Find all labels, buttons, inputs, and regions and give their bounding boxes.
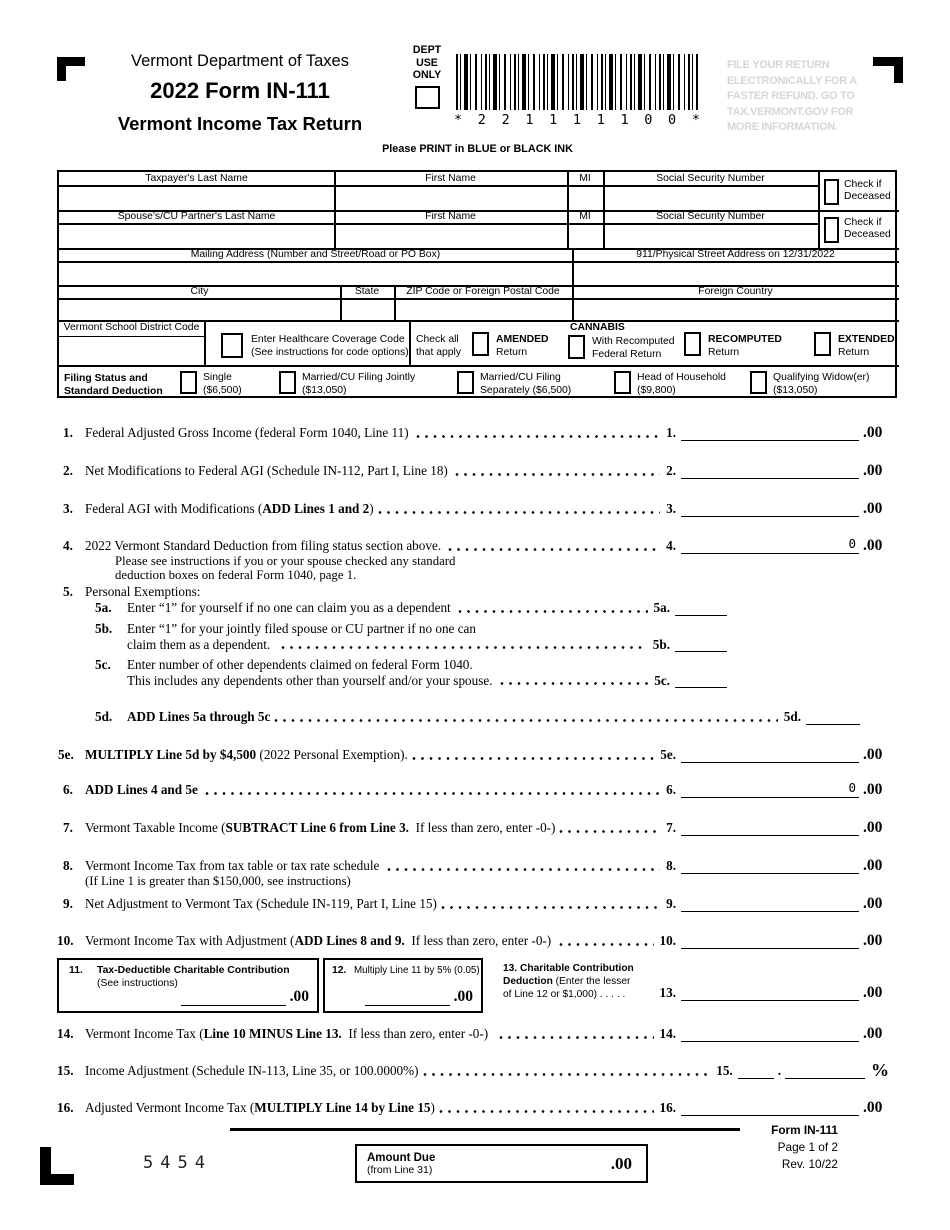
barcode-digit: 1: [596, 112, 605, 128]
line-cents-suffix: .00: [863, 1099, 883, 1116]
school-district-label: Vermont School District Code: [59, 322, 204, 337]
barcode-digits: [454, 112, 700, 128]
dotted-leader: [378, 510, 660, 515]
dotted-leader: [499, 1035, 654, 1040]
line-number: 16.: [57, 1100, 74, 1115]
line-text: SUBTRACT Line 6 from Line 3.: [225, 820, 409, 835]
form-line-5b: [95, 621, 897, 652]
footer-revision: Rev. 10/22: [781, 1157, 838, 1171]
dotted-leader: [412, 756, 654, 761]
filing-status-option-qualifying-widow: [773, 372, 893, 397]
zip-label: ZIP Code or Foreign Postal Code: [406, 286, 560, 297]
filing-status-label-line1: Filing Status and: [64, 373, 148, 384]
line-cents-suffix: .00: [863, 746, 883, 763]
line-4-note: Please see instructions if you or your spouse checked any standard: [115, 553, 456, 568]
healthcare-label-line1: Enter Healthcare Coverage Code: [251, 334, 405, 345]
form-line-row: [95, 621, 897, 637]
healthcare-label-line2: (See instructions for code options): [251, 346, 409, 358]
line-right-label: 5d.: [783, 709, 801, 724]
line-4-amount-field[interactable]: [681, 536, 859, 554]
form-line-8: [63, 858, 897, 888]
line-15-percent-whole-field[interactable]: [738, 1064, 774, 1079]
line-13-title2: Deduction: [503, 976, 553, 987]
line-cents-suffix: .00: [863, 500, 883, 517]
line-2-amount-field[interactable]: [681, 464, 859, 479]
spouse-last-name-input[interactable]: [59, 224, 334, 248]
form-line-2: [63, 463, 897, 479]
line-number: 5d.: [95, 709, 113, 724]
line-text: Enter number of other dependents claimed on federal Form 1040.: [127, 657, 473, 672]
line-right-label: 5b.: [652, 636, 670, 652]
spouse-first-name-input[interactable]: [335, 224, 567, 248]
line-10-amount-field[interactable]: [681, 934, 859, 949]
city-label: City: [190, 286, 209, 297]
dotted-leader: [441, 905, 660, 910]
print-instruction: Please PRINT in BLUE or BLACK INK: [382, 143, 573, 155]
line-number: 5c.: [95, 657, 111, 672]
dotted-leader: [416, 434, 660, 439]
form-line-6: [63, 782, 897, 798]
line-5a-count-field[interactable]: [675, 601, 727, 616]
form-line-14: [57, 1026, 897, 1042]
efile-note: [727, 58, 857, 136]
line-right-label: 6.: [666, 782, 676, 797]
form-line-5d: [95, 709, 897, 725]
taxpayer-deceased-label: Check if Deceased: [844, 179, 891, 202]
line-right-label: 4.: [666, 538, 676, 553]
percent-decimal-point: .: [777, 1063, 781, 1078]
extended-checkbox[interactable]: [814, 332, 831, 356]
barcode-digit: 0: [668, 112, 677, 128]
recomputed-label: [708, 334, 793, 359]
line-right-label: 5c.: [654, 672, 670, 688]
form-line-4: [63, 538, 897, 583]
line-13-suffix: .00: [863, 984, 883, 1001]
recomputed-label-sub: Return: [708, 346, 740, 358]
line-text: Net Modifications to Federal AGI (Schedule IN-112, Part I, Line 18): [85, 463, 452, 478]
line-cents-suffix: .00: [863, 857, 883, 874]
form-title: 2022 Form IN-111: [150, 78, 330, 103]
line-right-label: 8.: [666, 858, 676, 873]
option-deduction: Separately ($6,500): [480, 384, 572, 396]
dotted-leader: [448, 547, 660, 552]
line-text: ADD Lines 5a through 5c: [127, 709, 271, 724]
option-label: Single: [203, 372, 232, 383]
dotted-leader: [387, 867, 660, 872]
zip-input[interactable]: [395, 299, 572, 320]
dotted-leader: [559, 829, 660, 834]
line-right-label: 1.: [666, 425, 676, 440]
corner-mark-top-left: [57, 57, 85, 81]
line-12-text: Multiply Line 11 by 5% (0.05): [354, 965, 480, 976]
form-line-13-amount: [57, 985, 897, 1001]
form-line-7: [63, 820, 897, 836]
dotted-leader: [439, 1109, 654, 1114]
form-line-16: [57, 1100, 897, 1116]
line-6-amount-field[interactable]: [681, 780, 859, 798]
taxpayer-info-table: [57, 170, 897, 398]
line-text: MULTIPLY Line 5d by $4,500: [85, 747, 257, 762]
line-13-number: 13.: [503, 963, 518, 974]
dept-use-only-checkbox[interactable]: [415, 86, 440, 109]
cannabis-label-sub: With Recomputed Federal Return: [592, 336, 675, 360]
spouse-mi-input[interactable]: [568, 224, 603, 248]
taxpayer-last-name-label: Taxpayer's Last Name: [145, 173, 248, 184]
line-text: claim them as a dependent.: [127, 636, 277, 652]
line-cents-suffix: .00: [863, 537, 883, 554]
amount-due-sub: (from Line 31): [367, 1163, 433, 1176]
line-11-suffix: .00: [289, 988, 309, 1005]
line-text: ADD Lines 8 and 9.: [294, 933, 405, 948]
cannabis-checkbox[interactable]: [568, 335, 585, 359]
line-number: 1.: [63, 425, 73, 440]
form-line-row: [63, 858, 897, 874]
dotted-leader: [274, 718, 777, 723]
line-right-label: 9.: [666, 896, 676, 911]
spouse-first-name-label: First Name: [425, 211, 476, 222]
line-number: 7.: [63, 820, 73, 835]
form-line-row: [57, 1060, 897, 1080]
corner-mark-top-right: [873, 57, 903, 83]
line-number: 5a.: [95, 600, 112, 615]
footer-form-info: [700, 1122, 838, 1173]
line-text: Vermont Income Tax (: [85, 1026, 204, 1041]
line-number: 5e.: [58, 747, 74, 762]
amended-label-sub: Return: [496, 346, 528, 358]
line-right-label: 7.: [666, 820, 676, 835]
line-cents-suffix: .00: [863, 781, 883, 798]
form-line-10: [57, 933, 897, 949]
line-text: Enter “1” for yourself if no one can claim you as a dependent: [127, 600, 454, 615]
line-cents-suffix: .00: [863, 932, 883, 949]
extended-label-title: EXTENDED: [838, 334, 895, 345]
form-line-row: [63, 425, 897, 441]
footer-rule: [230, 1128, 740, 1131]
line-4-note: deduction boxes on federal Form 1040, page 1.: [115, 568, 357, 582]
form-line-row: [95, 709, 897, 725]
filing-status-checkbox-single[interactable]: [180, 371, 197, 394]
line-text: If less than zero, enter -0-): [404, 933, 555, 948]
form-line-row: [63, 782, 897, 798]
line-cents-suffix: .00: [863, 819, 883, 836]
line-cents-suffix: .00: [863, 424, 883, 441]
dotted-leader: [500, 681, 648, 686]
percent-suffix: %: [871, 1060, 889, 1080]
line-text: Vermont Income Tax from tax table or tax rate schedule: [85, 858, 383, 873]
line-5b-count-field[interactable]: [675, 637, 727, 652]
taxpayer-ssn-label: Social Security Number: [656, 173, 765, 184]
line-14-amount-field[interactable]: [681, 1027, 859, 1042]
agency-name: Vermont Department of Taxes: [131, 52, 349, 70]
line-number: 4.: [63, 538, 73, 553]
barcode-digit: 2: [501, 112, 510, 128]
form-line-row: [57, 933, 897, 949]
cannabis-title: CANNABIS: [570, 322, 625, 333]
taxpayer-mi-label: MI: [579, 173, 591, 184]
option-label: Married/CU Filing Jointly: [302, 372, 416, 383]
line-text: Enter “1” for your jointly filed spouse or CU partner if no one can: [127, 621, 476, 636]
filing-status-checkbox-qualifying-widow[interactable]: [750, 371, 767, 394]
line-text: (2022 Personal Exemption).: [256, 747, 408, 762]
line-text: Personal Exemptions:: [85, 584, 201, 599]
form-line-row: [95, 657, 897, 673]
line-3-amount-field[interactable]: [681, 502, 859, 517]
form-line-row: [63, 538, 897, 554]
line-text: If less than zero, enter -0-): [341, 1026, 495, 1041]
line-1-amount-field[interactable]: [681, 426, 859, 441]
line-right-label: 14.: [659, 1026, 676, 1041]
line-12-suffix: .00: [453, 988, 473, 1005]
footer-page: Page 1 of 2: [777, 1140, 838, 1154]
amount-due-suffix: .00: [610, 1153, 632, 1173]
foreign-country-input[interactable]: [573, 299, 899, 320]
recomputed-label-title: RECOMPUTED: [708, 334, 782, 345]
filing-status-option-married-jointly: [302, 372, 437, 397]
line-cents-suffix: .00: [863, 895, 883, 912]
form-line-row: [63, 820, 897, 836]
line-cents-suffix: .00: [863, 462, 883, 479]
line-text: This includes any dependents other than yourself and/or your spouse.: [127, 672, 496, 688]
option-deduction: ($13,050): [773, 384, 818, 396]
efile-note-line: FASTER REFUND. GO TO: [727, 90, 855, 102]
taxpayer-last-name-input[interactable]: [59, 186, 334, 210]
efile-note-line: MORE INFORMATION.: [727, 121, 838, 133]
line-number: 5b.: [95, 621, 113, 636]
line-11-title: Tax-Deductible Charitable Contribution: [97, 965, 290, 976]
form-line-row: [95, 673, 897, 689]
spouse-mi-label: MI: [579, 211, 591, 222]
filing-status-checkbox-married-separately[interactable]: [457, 371, 474, 394]
line-text: MULTIPLY Line 14 by Line 15: [254, 1100, 431, 1115]
line-text: 2022 Vermont Standard Deduction from filing status section above.: [85, 538, 445, 553]
line-right-label: 10.: [659, 933, 676, 948]
mailing-address-label: Mailing Address (Number and Street/Road or PO Box): [190, 249, 441, 260]
form-line-5: [63, 584, 897, 600]
line-number: 5.: [63, 584, 73, 599]
dotted-leader: [559, 942, 654, 947]
state-label: State: [354, 286, 380, 297]
amended-label-title: AMENDED: [496, 334, 549, 345]
line-text: ADD Lines 1 and 2: [262, 501, 370, 516]
taxpayer-ssn-input[interactable]: [604, 186, 818, 210]
option-label: Qualifying Widow(er): [773, 372, 870, 383]
line-8-amount-field[interactable]: [681, 859, 859, 874]
recomputed-checkbox[interactable]: [684, 332, 701, 356]
filing-status-checkbox-head-of-household[interactable]: [614, 371, 631, 394]
extended-label-sub: Return: [838, 346, 870, 358]
form-line-row: [63, 463, 897, 479]
amended-checkbox[interactable]: [472, 332, 489, 356]
corner-mark-bottom-left: [40, 1147, 74, 1185]
line-number: 9.: [63, 896, 73, 911]
amended-label: [496, 334, 566, 359]
filing-status-label-line2: Standard Deduction: [64, 386, 163, 397]
form-line-5e: [58, 747, 897, 763]
line-text: ): [430, 1100, 435, 1115]
line-right-label: 2.: [666, 463, 676, 478]
line-text: Vermont Taxable Income (: [85, 820, 226, 835]
state-input[interactable]: [341, 299, 394, 320]
form-line-row: [63, 896, 897, 912]
line-number: 10.: [57, 933, 74, 948]
line-text: Net Adjustment to Vermont Tax (Schedule IN-119, Part I, Line 15): [85, 896, 437, 911]
efile-note-line: TAX.VERMONT.GOV FOR: [727, 105, 854, 118]
barcode-digit: 1: [572, 112, 582, 128]
filing-status-option-married-separately: [480, 372, 605, 397]
option-deduction: ($6,500): [203, 384, 242, 396]
physical-address-input[interactable]: [573, 262, 899, 285]
line-right-label: 5a.: [653, 600, 670, 615]
form-line-row: [63, 501, 897, 517]
form-line-1: [63, 425, 897, 441]
line-11-sub: (See instructions): [97, 978, 178, 989]
taxpayer-first-name-input[interactable]: [335, 186, 567, 210]
line-13-amount-field[interactable]: [681, 986, 859, 1001]
line-right-label: 3.: [666, 501, 676, 516]
form-line-5a: [95, 600, 897, 616]
line-number: 15.: [57, 1063, 74, 1078]
line-number: 2.: [63, 463, 73, 478]
school-district-code-input[interactable]: [59, 338, 204, 365]
line-text: Federal AGI with Modifications (: [85, 501, 263, 516]
spouse-last-name-label: Spouse's/CU Partner's Last Name: [117, 211, 276, 222]
barcode-digit: 0: [644, 112, 653, 128]
line-number: 3.: [63, 501, 73, 516]
line-7-amount-field[interactable]: [681, 821, 859, 836]
form-line-row: [95, 600, 897, 616]
healthcare-coverage-label: [251, 334, 411, 359]
line-right-label: 16.: [659, 1100, 676, 1115]
line-text: ADD Lines 4 and 5e: [85, 782, 202, 797]
line-5c-count-field[interactable]: [675, 673, 727, 688]
dotted-leader: [458, 609, 648, 614]
line-number: 8.: [63, 858, 73, 873]
form-line-row: [95, 637, 897, 653]
option-label: Married/CU Filing: [480, 372, 561, 383]
line-cents-suffix: .00: [863, 1025, 883, 1042]
form-line-15: [57, 1060, 897, 1080]
mailing-address-input[interactable]: [59, 262, 572, 285]
dotted-leader: [281, 645, 647, 650]
city-input[interactable]: [59, 299, 340, 320]
form-line-3: [63, 501, 897, 517]
spouse-ssn-input[interactable]: [604, 224, 818, 248]
line-13-rest2: of Line 12 or $1,000) . . . . .: [503, 989, 626, 1000]
dotted-leader: [423, 1072, 711, 1077]
line-8-note: (If Line 1 is greater than $150,000, see instructions): [85, 873, 351, 888]
spouse-ssn-label: Social Security Number: [656, 211, 765, 222]
line-9-amount-field[interactable]: [681, 897, 859, 912]
amount-due-title: Amount Due: [367, 1151, 436, 1164]
foreign-country-label: Foreign Country: [698, 286, 773, 297]
line-right-label: 5e.: [660, 747, 676, 762]
line-6-value: 0: [848, 780, 856, 795]
line-text: ): [369, 501, 374, 516]
spouse-deceased-checkbox[interactable]: [824, 217, 839, 243]
option-label: Head of Household: [637, 372, 726, 383]
line-right-label: 15.: [716, 1063, 733, 1078]
filing-status-option-head-of-household: [637, 372, 747, 397]
option-deduction: ($13,050): [302, 384, 347, 396]
line-12-number: 12.: [332, 965, 347, 976]
form-line-9: [63, 896, 897, 912]
line-15-percent-decimal-field[interactable]: [785, 1064, 865, 1079]
barcode-digit: 1: [549, 112, 558, 128]
form-header: [95, 52, 385, 135]
form-line-5c: [95, 657, 897, 688]
form-line-row: [57, 1026, 897, 1042]
barcode-digit: 1: [525, 112, 534, 128]
line-4-value: 0: [848, 536, 856, 551]
filing-status-checkbox-married-jointly[interactable]: [279, 371, 296, 394]
efile-note-line: FILE YOUR RETURN: [727, 59, 830, 71]
physical-address-label: 911/Physical Street Address on 12/31/2022: [636, 249, 835, 260]
taxpayer-deceased-checkbox[interactable]: [824, 179, 839, 205]
form-line-row: [63, 584, 897, 600]
line-13-title: Charitable Contribution: [520, 963, 634, 974]
taxpayer-mi-input[interactable]: [568, 186, 603, 210]
barcode-digit: 1: [620, 112, 629, 128]
line-number: 6.: [63, 782, 73, 797]
dept-use-only-label: DEPT USE ONLY: [412, 44, 442, 81]
line-number: 14.: [57, 1026, 74, 1041]
form-line-row: [57, 1100, 897, 1116]
barcode-digit: 2: [477, 112, 486, 128]
check-all-label: Check all that apply: [416, 334, 462, 358]
taxpayer-first-name-label: First Name: [425, 173, 476, 184]
line-11-number: 11.: [69, 965, 83, 976]
spouse-deceased-label: Check if Deceased: [844, 217, 891, 240]
form-line-row: [58, 747, 897, 763]
line-13-right-label: 13.: [659, 985, 676, 1000]
form-barcode-number: 5454: [143, 1153, 212, 1173]
amount-due-box: [355, 1144, 648, 1183]
line-13-rest: (Enter the lesser: [552, 976, 631, 987]
barcode-digit: *: [691, 112, 700, 128]
option-deduction: ($9,800): [637, 384, 676, 396]
line-text: Income Adjustment (Schedule IN-113, Line 35, or 100.0000%): [85, 1063, 419, 1078]
line-text: If less than zero, enter -0-): [408, 820, 556, 835]
barcode-digit: *: [454, 112, 463, 128]
filing-status-label: [64, 372, 179, 398]
healthcare-coverage-checkbox[interactable]: [221, 333, 243, 358]
line-text: Adjusted Vermont Income Tax (: [85, 1100, 255, 1115]
dotted-leader: [205, 791, 660, 796]
extended-label: [838, 334, 903, 359]
line-text: Vermont Income Tax with Adjustment (: [85, 933, 295, 948]
barcode: [456, 54, 698, 110]
line-5e-amount-field[interactable]: [681, 748, 859, 763]
form-subtitle: Vermont Income Tax Return: [117, 113, 363, 134]
line-text: Line 10 MINUS Line 13.: [203, 1026, 342, 1041]
line-16-amount-field[interactable]: [681, 1101, 859, 1116]
line-5d-count-field[interactable]: [806, 710, 860, 725]
dotted-leader: [455, 472, 660, 477]
efile-note-line: ELECTRONICALLY FOR A: [727, 74, 857, 87]
line-text: Federal Adjusted Gross Income (federal Form 1040, Line 11): [85, 425, 412, 440]
footer-form-number: Form IN-111: [771, 1123, 838, 1137]
